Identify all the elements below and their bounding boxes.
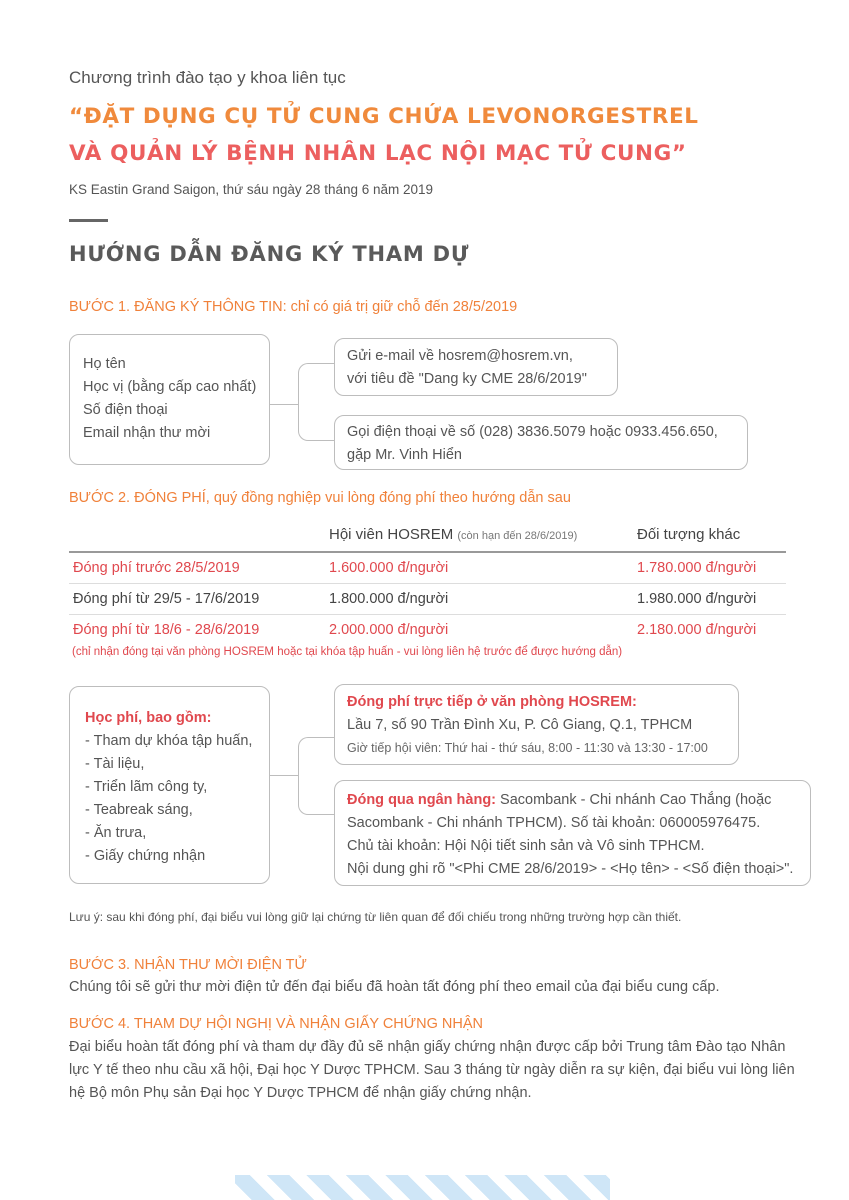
fee-include-item: - Giấy chứng nhận — [85, 848, 206, 864]
event-title-line1: “ĐẶT DỤNG CỤ TỬ CUNG CHỨA LEVONORGESTREL — [69, 104, 699, 129]
bank-branch: Sacombank - Chi nhánh Cao Thắng (hoặc — [496, 792, 772, 808]
connector-bracket — [298, 737, 335, 815]
fee-table-header — [69, 518, 786, 552]
bank-account: Sacombank - Chi nhánh TPHCM). Số tài khoản: 060005976475. — [347, 815, 761, 831]
header-member-label: Hội viên HOSREM — [329, 526, 454, 543]
row-other-fee: 1.980.000 đ/người — [633, 584, 786, 615]
field-item: Học vị (bằng cấp cao nhất) — [83, 379, 257, 395]
row-member-fee: 2.000.000 đ/người — [329, 622, 449, 638]
row-period: Đóng phí trước 28/5/2019 — [69, 552, 325, 584]
table-row — [69, 584, 786, 615]
row-member-fee: 1.800.000 đ/người — [325, 584, 633, 615]
row-member-fee: 1.600.000 đ/người — [325, 552, 633, 584]
office-payment-title: Đóng phí trực tiếp ở văn phòng HOSREM: — [347, 694, 637, 710]
divider — [69, 219, 108, 222]
field-item: Số điện thoại — [83, 402, 168, 418]
step1-heading: BƯỚC 1. ĐĂNG KÝ THÔNG TIN: chỉ có giá trị giữ chỗ đến 28/5/2019 — [69, 299, 518, 315]
step2-heading: BƯỚC 2. ĐÓNG PHÍ, quý đồng nghiệp vui lòng đóng phí theo hướng dẫn sau — [69, 490, 571, 506]
step4-body — [69, 1036, 795, 1105]
event-venue: KS Eastin Grand Saigon, thứ sáu ngày 28 tháng 6 năm 2019 — [69, 182, 434, 197]
payment-note: (chỉ nhận đóng tại văn phòng HOSREM hoặc tại khóa tập huấn - vui lòng liên hệ trước để được hướng dẫn) — [72, 646, 623, 658]
row-other-fee: 2.180.000 đ/người — [637, 622, 757, 638]
row-other-fee: 1.780.000 đ/người — [633, 552, 786, 584]
fee-table — [69, 518, 786, 645]
phone-contact: gặp Mr. Vinh Hiển — [347, 447, 462, 463]
office-payment-box — [334, 684, 739, 765]
office-address: Lầu 7, số 90 Trần Đình Xu, P. Cô Giang, Q.1, TPHCM — [347, 717, 693, 733]
row-period: Đóng phí từ 29/5 - 17/6/2019 — [69, 584, 325, 615]
phone-option-box — [334, 415, 748, 470]
fee-include-item: - Ăn trưa, — [85, 825, 147, 841]
field-item: Họ tên — [83, 356, 126, 372]
step4-line: hệ Bộ môn Phụ sản Đại học Y Dược TPHCM để nhận giấy chứng nhận. — [69, 1085, 532, 1101]
bank-account-holder: Chủ tài khoản: Hội Nội tiết sinh sản và Vô sinh TPHCM. — [347, 838, 705, 854]
fee-include-item: - Tài liệu, — [85, 756, 145, 772]
step3-text: Chúng tôi sẽ gửi thư mời điện tử đến đại biểu đã hoàn tất đóng phí theo email của đại biểu cung cấp. — [69, 979, 720, 995]
event-title-line2: VÀ QUẢN LÝ BỆNH NHÂN LẠC NỘI MẠC TỬ CUNG” — [69, 141, 687, 166]
header-member-note: (còn hạn đến 28/6/2019) — [457, 530, 578, 542]
section-title: HƯỚNG DẪN ĐĂNG KÝ THAM DỰ — [69, 242, 470, 266]
table-row — [69, 615, 786, 646]
step3-heading: BƯỚC 3. NHẬN THƯ MỜI ĐIỆN TỬ — [69, 957, 307, 973]
payment-footnote: Lưu ý: sau khi đóng phí, đại biểu vui lòng giữ lại chứng từ liên quan để đối chiếu trong những trường hợp cần thiết. — [69, 910, 682, 924]
required-fields-box — [69, 334, 270, 465]
phone-instruction: Gọi điện thoại về số (028) 3836.5079 hoặc 0933.456.650, — [347, 424, 718, 440]
table-row — [69, 552, 786, 584]
connector-line — [270, 404, 299, 405]
fee-includes-title: Học phí, bao gồm: — [85, 710, 212, 726]
program-subtitle: Chương trình đào tạo y khoa liên tục — [69, 68, 346, 87]
email-option-box — [334, 338, 618, 396]
fee-include-item: - Triển lãm công ty, — [85, 779, 208, 795]
fee-includes-box — [69, 686, 270, 884]
bank-payment-title: Đóng qua ngân hàng: — [347, 792, 497, 808]
office-hours: Giờ tiếp hội viên: Thứ hai - thứ sáu, 8:00 - 11:30 và 13:30 - 17:00 — [347, 741, 708, 755]
connector-line — [270, 775, 299, 776]
fee-include-item: - Tham dự khóa tập huấn, — [85, 733, 253, 749]
field-item: Email nhận thư mời — [83, 425, 211, 441]
bank-transfer-content: Nội dung ghi rõ "<Phi CME 28/6/2019> - <Họ tên> - <Số điện thoại>". — [347, 861, 794, 877]
header-member — [325, 518, 633, 552]
fee-include-item: - Teabreak sáng, — [85, 802, 193, 818]
row-period: Đóng phí từ 18/6 - 28/6/2019 — [73, 622, 260, 638]
bank-line — [347, 789, 810, 812]
email-subject: với tiêu đề "Dang ky CME 28/6/2019" — [347, 371, 587, 387]
step4-line: lực Y tế theo nhu cầu xã hội, Đại học Y Dược TPHCM. Sau 3 tháng từ ngày diễn ra sự kiện, đại biểu vui lòng liên — [69, 1062, 795, 1078]
email-instruction: Gửi e-mail về hosrem@hosrem.vn, — [347, 348, 573, 364]
decorative-stripes — [235, 1175, 610, 1200]
step4-line: Đại biểu hoàn tất đóng phí và tham dự đầy đủ sẽ nhận giấy chứng nhận được cấp bởi Trung tâm Đào tạo Nhân — [69, 1039, 786, 1055]
header-period — [69, 518, 325, 552]
step4-heading: BƯỚC 4. THAM DỰ HỘI NGHỊ VÀ NHẬN GIẤY CHỨNG NHẬN — [69, 1016, 484, 1032]
header-other: Đối tượng khác — [633, 518, 786, 552]
bank-payment-box — [334, 780, 811, 886]
connector-bracket — [298, 363, 335, 441]
